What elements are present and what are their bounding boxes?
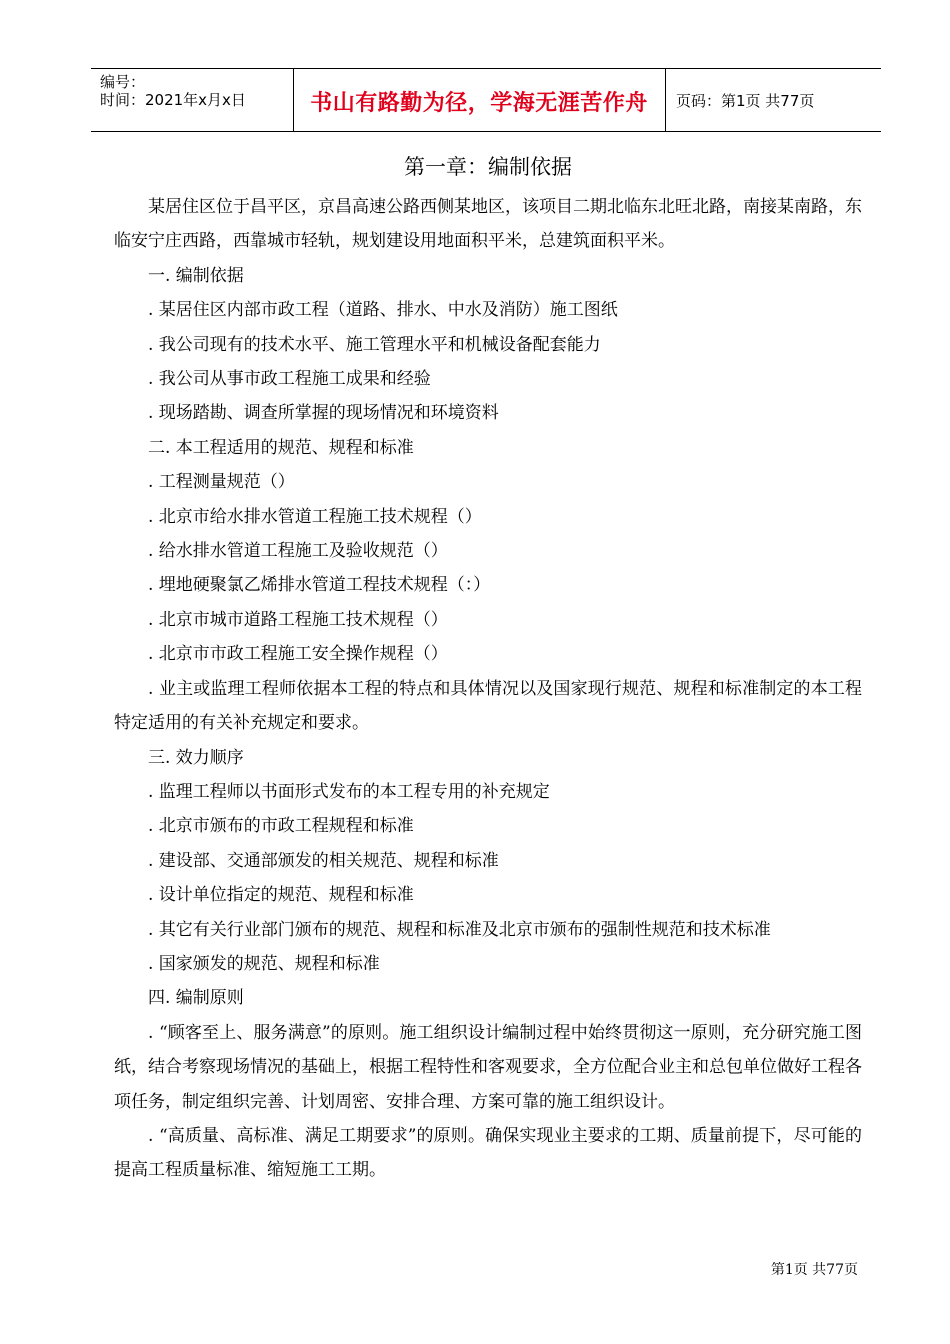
doc-time-label: 时间：2021年x月x日 — [100, 91, 246, 109]
list-item: . 国家颁发的规范、规程和标准 — [148, 953, 380, 974]
list-item: . 其它有关行业部门颁布的规范、规程和标准及北京市颁布的强制性规范和技术标准 — [148, 919, 771, 940]
header-motto: 书山有路勤为径，学海无涯苦作舟 — [310, 91, 648, 116]
header-info-cell — [91, 69, 294, 131]
list-item: . 北京市城市道路工程施工技术规程（） — [148, 609, 448, 630]
chapter-title: 第一章：编制依据 — [404, 155, 572, 179]
list-item: . 建设部、交通部颁发的相关规范、规程和标准 — [148, 850, 499, 871]
list-item: . 我公司从事市政工程施工成果和经验 — [148, 369, 431, 390]
header-page-info: 页码：第1页 共77页 — [676, 92, 815, 110]
list-item: . 监理工程师以书面形式发布的本工程专用的补充规定 — [148, 781, 550, 802]
list-item: . 北京市市政工程施工安全操作规程（） — [148, 644, 448, 665]
page-header — [91, 68, 881, 132]
list-item: . 给水排水管道工程施工及验收规范（） — [148, 541, 448, 562]
list-item: . 工程测量规范（） — [148, 472, 295, 493]
section-heading: 三. 效力顺序 — [148, 747, 244, 768]
list-item: . 埋地硬聚氯乙烯排水管道工程技术规程（：） — [148, 575, 491, 596]
list-item: . 某居住区内部市政工程（道路、排水、中水及消防）施工图纸 — [148, 300, 618, 321]
list-item: . 北京市颁布的市政工程规程和标准 — [148, 816, 414, 837]
header-page-cell — [666, 69, 881, 131]
principle-paragraph: . “高质量、高标准、满足工期要求”的原则。确保实现业主要求的工期、质量前提下，尽可能的提高工程质量标准、缩短施工工期。 — [114, 1125, 862, 1181]
principle-paragraph: . “顾客至上、服务满意”的原则。施工组织设计编制过程中始终贯彻这一原则，充分研究施工图纸，结合考察现场情况的基础上，根据工程特性和客观要求，全方位配合业主和总包单位做好工程各项任务，制定组织完善、计划周密、安排合理、方案可靠的施工组织设计。 — [114, 1022, 862, 1112]
list-item: . 设计单位指定的规范、规程和标准 — [148, 885, 414, 906]
section-heading: 四. 编制原则 — [148, 988, 244, 1009]
doc-number-label: 编号： — [100, 73, 146, 91]
list-item: . 北京市给水排水管道工程施工技术规程（） — [148, 506, 482, 527]
intro-paragraph: 某居住区位于昌平区，京昌高速公路西侧某地区，该项目二期北临东北旺北路，南接某南路，东临安宁庄西路，西靠城市轻轨，规划建设用地面积平米，总建筑面积平米。 — [114, 197, 862, 252]
section-note: . 业主或监理工程师依据本工程的特点和具体情况以及国家现行规范、规程和标准制定的本工程特定适用的有关补充规定和要求。 — [114, 678, 862, 734]
page-footer: 第1页 共77页 — [770, 1262, 858, 1278]
document-body — [114, 150, 862, 1188]
header-motto-cell — [293, 69, 666, 131]
list-item: . 我公司现有的技术水平、施工管理水平和机械设备配套能力 — [148, 334, 601, 355]
list-item: . 现场踏勘、调查所掌握的现场情况和环境资料 — [148, 403, 499, 424]
section-heading: 一. 编制依据 — [148, 265, 244, 286]
section-heading: 二. 本工程适用的规范、规程和标准 — [148, 437, 414, 458]
